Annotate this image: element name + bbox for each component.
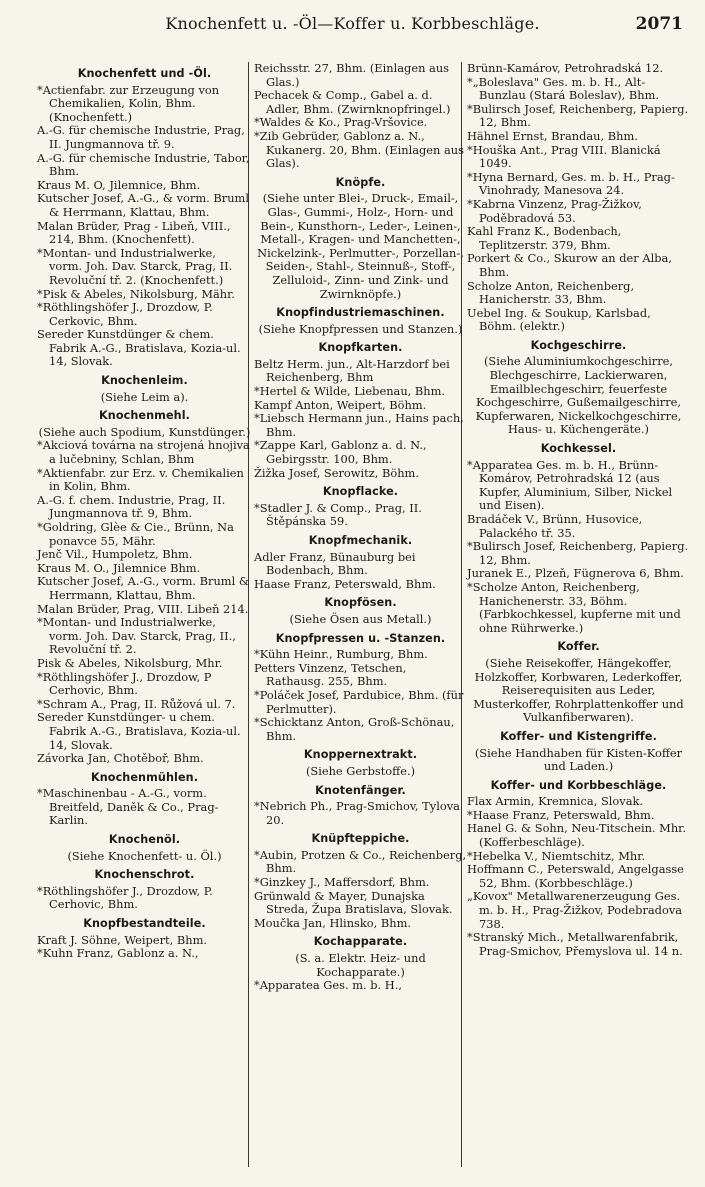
directory-entry: Adler Franz, Bünauburg bei Bodenbach, Bhm. — [254, 549, 416, 578]
directory-entry: *Röthlingshöfer J., Drozdow, P. Cerkovic, Bhm. — [37, 300, 213, 328]
category-heading: Knopfkarten. — [318, 341, 403, 355]
directory-entry: *Zib Gebrüder, Gablonz a. N., Kukanerg. 20, Bhm. (Einlagen aus Glas). — [254, 128, 464, 171]
directory-entry: *Poláček Josef, Pardubice, Bhm. (für Perlmutter). — [254, 687, 464, 716]
category-heading: Knopfindustriemaschinen. — [276, 306, 445, 320]
directory-entry: Hoffmann C., Peterswald, Angelgasse 52, Bhm. (Korbbeschläge.) — [467, 862, 684, 890]
directory-entry: Grünwald & Mayer, Dunajska Streda, Župa Bratislava, Slovak. — [254, 888, 453, 917]
directory-entry: Pechacek & Comp., Gabel a. d. Adler, Bhm. (Zwirnknopfringel.) — [254, 88, 451, 116]
directory-entry: Porkert & Co., Skurow an der Alba, Bhm. — [467, 251, 672, 279]
directory-entry: *Scholze Anton, Reichenberg, Hanichenerstr. 33, Böhm. (Farbkochkessel, kupferne mit und ohne Rührwerke.) — [467, 579, 681, 635]
directory-entry: *Kuhn Franz, Gablonz a. N., — [37, 946, 199, 961]
cross-reference-note: (S. a. Elektr. Heiz- und Kochapparate.) — [295, 951, 426, 979]
category-heading: Kochkessel. — [540, 442, 617, 456]
directory-entry: Kutscher Josef, A.-G., & vorm. Bruml & Herrmann, Klattau, Bhm. — [37, 191, 249, 219]
directory-entry: *Hertel & Wilde, Liebenau, Bhm. — [254, 384, 446, 399]
cross-reference-note: (Siehe Gerbstoffe.) — [305, 763, 416, 778]
directory-entry: Brünn-Kamárov, Petrohradská 12. — [467, 61, 664, 75]
category-heading: Knopfbestandteile. — [83, 917, 206, 931]
directory-entry: *Stadler J. & Comp., Prag, II. Štěpánska 59. — [254, 500, 422, 529]
cross-reference-note: (Siehe Knopfpressen und Stanzen.) — [258, 321, 463, 336]
cross-reference-note: (Siehe Handhaben für Kisten-Koffer und Laden.) — [474, 745, 683, 774]
column-middle — [254, 62, 467, 993]
directory-entry: *Zappe Karl, Gablonz a. d. N., Gebirgsstr. 100, Bhm. — [254, 438, 427, 467]
directory-entry: Flax Armin, Kremnica, Slovak. — [467, 794, 644, 809]
directory-entry: *Aubin, Protzen & Co., Reichenberg, Bhm. — [254, 847, 467, 876]
directory-entry: Malan Brüder, Prag, VIII. Libeň 214. — [37, 601, 249, 616]
directory-entry: Hähnel Ernst, Brandau, Bhm. — [467, 128, 638, 143]
directory-entry: *Liebsch Hermann jun., Hains pach, Bhm. — [254, 411, 464, 439]
category-heading: Knüpfteppiche. — [311, 832, 410, 846]
directory-entry: *Bulirsch Josef, Reichenberg, Papierg. 12, Bhm. — [467, 101, 689, 130]
directory-entry: *„Boleslava" Ges. m. b. H., Alt-Bunzlau (Stará Boleslav), Bhm. — [467, 74, 660, 103]
category-heading: Knöpfe. — [335, 175, 386, 189]
directory-entry: *Schram A., Prag, II. Růžová ul. 7. — [37, 696, 236, 711]
directory-entry: Sereder Kunstdünger- u chem. Fabrik A.-G., Bratislava, Kozia-ul. 14, Slovak. — [37, 710, 241, 752]
column-left — [37, 62, 252, 961]
directory-entry: Kampf Anton, Weipert, Böhm. — [254, 397, 427, 412]
directory-entry: *Röthlingshöfer J., Drozdow, P Cerhovic, Bhm. — [37, 669, 212, 698]
directory-entry: Beltz Herm. jun., Alt-Harzdorf bei Reichenberg, Bhm — [254, 356, 450, 385]
category-heading: Knopfösen. — [324, 596, 397, 610]
directory-entry: Jenč Vil., Humpoletz, Bhm. — [37, 547, 193, 562]
directory-entry: Sereder Kunstdünger & chem. Fabrik A.-G., Bratislava, Kozia-ul. 14, Slovak. — [37, 327, 241, 369]
directory-entry: *Röthlingshöfer J., Drozdow, P. Cerhovic, Bhm. — [37, 883, 213, 912]
directory-entry: Hanel G. & Sohn, Neu-Titschein. Mhr. (Kofferbeschläge). — [467, 821, 686, 850]
directory-entry: *Apparatea Ges. m. b. H., — [254, 978, 402, 993]
directory-entry: *Ginzkey J., Maffersdorf, Bhm. — [254, 875, 430, 890]
category-heading: Knochenschrot. — [94, 868, 195, 882]
directory-entry: *Hebelka V., Niemtschitz, Mhr. — [467, 848, 646, 863]
directory-entry: *Montan- und Industrialwerke, vorm. Joh. Dav. Starck, Prag, II., Revoluční tř. 2. — [37, 615, 236, 657]
directory-entry: Závorka Jan, Chotěboř, Bhm. — [37, 751, 204, 766]
cross-reference-note: (Siehe auch Spodium, Kunstdünger.) — [38, 424, 251, 439]
directory-entry: Kutscher Josef, A.-G., vorm. Bruml & Herrmann, Klattau, Bhm. — [37, 574, 249, 602]
directory-entry: *Hyna Bernard, Ges. m. b. H., Prag-Vinohrady, Manesova 24. — [467, 169, 675, 198]
directory-entry: A.-G. für chemische Industrie, Tabor, Bhm. — [37, 150, 250, 179]
category-heading: Knochenöl. — [108, 833, 181, 847]
category-heading: Knochenmühlen. — [90, 770, 199, 784]
category-heading: Knochenmehl. — [99, 409, 190, 423]
column-right — [467, 62, 690, 958]
cross-reference-note: (Siehe Reisekoffer, Hängekoffer, Holzkoffer, Korbwaren, Lederkoffer, Reiserequisiten aus Leder, Musterkoffer, Rohrplattenkoffer und Vulkanfiberwaren). — [473, 655, 684, 725]
running-head — [14, 14, 691, 40]
directory-entry: *Stranský Mich., Metallwarenfabrik, Prag-Smichov, Přemyslova ul. 14 n. — [467, 930, 683, 958]
category-heading: Kochgeschirre. — [530, 338, 627, 352]
directory-entry: Kraus M. O, Jilemnice, Bhm. — [37, 177, 201, 192]
category-heading: Koffer. — [557, 640, 600, 654]
directory-entry: *Pisk & Abeles, Nikolsburg, Mähr. — [37, 286, 235, 301]
category-heading: Knopflacke. — [322, 485, 399, 499]
directory-entry: *Goldring, Glèe & Cie., Brünn, Na ponavce 55, Mähr. — [37, 520, 234, 548]
directory-entry: Pisk & Abeles, Nikolsburg, Mhr. — [37, 655, 223, 670]
category-heading: Knotenfänger. — [315, 783, 406, 797]
directory-entry: *Kabrna Vinzenz, Prag-Žižkov, Poděbradová 53. — [467, 196, 642, 225]
category-heading: Knoppernextrakt. — [303, 748, 418, 762]
category-heading: Koffer- und Korbbeschläge. — [490, 778, 667, 792]
directory-entry: Žižka Josef, Serowitz, Böhm. — [254, 465, 419, 480]
directory-entry: *Waldes & Ko., Prag-Vršovice. — [254, 115, 428, 130]
category-heading: Knopfpressen u. -Stanzen. — [275, 631, 446, 645]
directory-entry: *Haase Franz, Peterswald, Bhm. — [467, 807, 655, 822]
category-heading: Koffer- und Kistengriffe. — [500, 729, 657, 743]
category-heading: Knopfmechanik. — [308, 534, 413, 547]
category-heading: Knochenfett und -Öl. — [77, 67, 212, 80]
directory-entry: *Kühn Heinr., Rumburg, Bhm. — [254, 647, 428, 662]
running-title: Knochenfett u. -Öl—Koffer u. Korbbeschläge. — [165, 14, 540, 33]
directory-entry: Petters Vinzenz, Tetschen, Rathausg. 255, Bhm. — [254, 660, 407, 689]
directory-entry: A.-G. f. chem. Industrie, Prag, II. Jungmannova tř. 9, Bhm. — [37, 492, 226, 521]
directory-entry: *Bulirsch Josef, Reichenberg, Papierg. 12, Bhm. — [467, 539, 689, 567]
cross-reference-note: (Siehe Aluminiumkochgeschirre, Blechgeschirre, Lackierwaren, Emailblechgeschirr, feuerfeste Kochgeschirre, Gußemailgeschirre, Kupferwaren, Nickelkochgeschirre, Haus- u. Küchengeräte.) — [475, 354, 682, 437]
directory-entry: Bradáček V., Brünn, Husovice, Palackého tř. 35. — [467, 512, 643, 540]
directory-entry: *Houška Ant., Prag VIII. Blanická 1049. — [467, 142, 661, 171]
directory-entry: Kraft J. Söhne, Weipert, Bhm. — [37, 932, 207, 947]
directory-entry: Haase Franz, Peterswald, Bhm. — [254, 576, 436, 591]
category-heading: Kochapparate. — [313, 935, 408, 949]
directory-entry: *Maschinenbau - A.-G., vorm. Breitfeld, Daněk & Co., Prag-Karlin. — [37, 786, 219, 828]
directory-entry: Scholze Anton, Reichenberg, Hanicherstr. 33, Bhm. — [467, 278, 635, 307]
directory-entry: *Apparatea Ges. m. b. H., Brünn-Komárov, Petrohradská 12 (aus Kupfer, Aluminium, Silber, Nickel und Eisen). — [467, 457, 673, 513]
directory-entry: *Schicktanz Anton, Groß-Schönau, Bhm. — [254, 715, 455, 743]
cross-reference-note: (Siehe unter Blei-, Druck-, Email-, Glas-, Gummi-, Holz-, Horn- und Bein-, Kunsthorn-, Leder-, Leinen-, Metall-, Kragen- und Manchetten-, Nickelzink-, Perlmutter-, Porzellan-, Seiden-, Stahl-, Steinnuß-, Stoff-, Zelluloid-, Zinn- und Zink- und Zwirnknöpfe.) — [257, 191, 464, 301]
directory-entry: Juranek E., Plzeň, Fügnerova 6, Bhm. — [467, 566, 684, 581]
directory-entry: *Actienfabr. zur Erzeugung von Chemikalien, Kolin, Bhm. (Knochenfett.) — [37, 82, 220, 124]
page-number: 2071 — [635, 14, 683, 34]
directory-entry: *Akciová továrna na strojená hnojiva a lučebniny, Schlan, Bhm — [37, 438, 250, 467]
cross-reference-note: (Siehe Leim a). — [100, 389, 189, 404]
directory-entry: *Nebrich Ph., Prag-Smichov, Tylova 20. — [254, 799, 460, 827]
directory-entry: Kraus M. O., Jilemnice Bhm. — [37, 560, 201, 575]
cross-reference-note: (Siehe Ösen aus Metall.) — [289, 611, 432, 626]
directory-entry: Moučka Jan, Hlinsko, Bhm. — [254, 915, 412, 930]
category-heading: Knochenleim. — [101, 374, 188, 388]
directory-entry: *Montan- und Industrialwerke, vorm. Joh. Dav. Starck, Prag, II. Revoluční tř. 2. (Knochenfett.) — [37, 245, 233, 287]
directory-entry: Kahl Franz K., Bodenbach, Teplitzerstr. 379, Bhm. — [467, 224, 622, 252]
directory-entry: „Kovox" Metallwarenerzeugung Ges. m. b. H., Prag-Žižkov, Podebradova 738. — [467, 889, 683, 931]
directory-entry: *Aktienfabr. zur Erz. v. Chemikalien in Kolin, Bhm. — [37, 465, 244, 494]
directory-entry: A.-G. für chemische Industrie, Prag, II. Jungmannova tř. 9. — [37, 123, 245, 151]
directory-entry: Reichsstr. 27, Bhm. (Einlagen aus Glas.) — [254, 61, 449, 89]
directory-entry: Malan Brüder, Prag - Libeň, VIII., 214, Bhm. (Knochenfett). — [37, 218, 231, 247]
cross-reference-note: (Siehe Knochenfett- u. Öl.) — [67, 848, 222, 863]
directory-entry: Uebel Ing. & Soukup, Karlsbad, Böhm. (elektr.) — [467, 305, 651, 334]
